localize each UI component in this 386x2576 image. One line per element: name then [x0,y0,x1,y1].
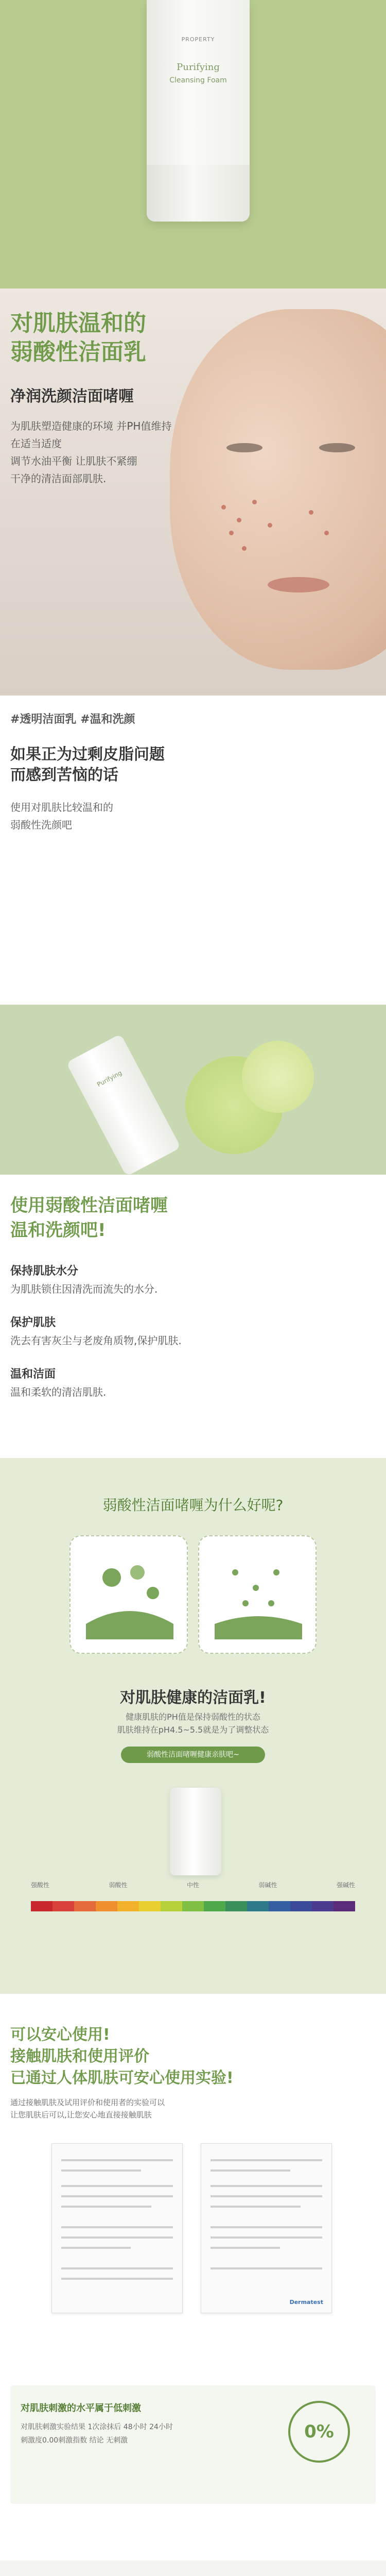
test-headline-1: 可以安心使用! [10,2026,110,2044]
ph-label: 弱酸性 [109,1882,128,1889]
acne-spot [268,523,272,528]
tube-cap [147,165,250,222]
product-tube-image: Purifying [66,1033,181,1175]
acne-spot [221,505,226,510]
face-body-3: 干净的清洁面部肌肤. [10,472,107,485]
eye-shape [319,443,355,452]
acne-spot [309,510,313,515]
weak-body-2: 肌肤维持在pH4.5~5.5就是为了调整状态 [117,1725,269,1735]
ph-color-segment [334,1901,355,1911]
benefit-item-title: 保持肌肤水分 [10,1265,79,1278]
test-note-2: 刺激度0.00刺激指数 结论 无刺激 [21,2436,128,2445]
ph-color-segment [204,1901,225,1911]
test-section [0,1994,386,2561]
illustration-card [69,1535,188,1654]
zero-badge: 0% [288,2401,350,2463]
ph-color-segment [312,1901,334,1911]
product-tube-image [170,1788,221,1875]
ph-label: 强碱性 [336,1882,355,1889]
test-headline-2: 接触肌肤和使用评价 [10,2047,149,2065]
benefit-headline-1: 使用弱酸性洁面啫喱 [10,1195,168,1216]
benefit-headline-2: 温和洗颜吧! [10,1220,106,1241]
acne-spot [324,531,329,535]
test-headline-3: 已通过人体肌肤可安心使用实验! [10,2069,234,2087]
ph-color-segment [31,1901,52,1911]
test-note-1: 对肌肤刺激实验结果 1次涂抹后 48小时 24小时 [21,2423,173,2431]
benefit-item-body: 温和柔软的清洁肌肤. [10,1386,107,1398]
ph-color-segment [96,1901,117,1911]
weak-pill: 弱酸性洁面啫喱健康亲肤吧~ [121,1747,265,1763]
weak-acid-section [0,1458,386,1994]
tags-body-1: 使用对肌肤比较温和的 [10,801,113,814]
product-tube-image [147,0,250,222]
face-body-2: 调节水油平衡 让肌肤不紧绷 [10,455,137,467]
ph-color-segment [117,1901,139,1911]
hashtag-text: #透明洁面乳 #温和洗颜 [10,713,135,726]
texture-section [0,2561,386,2576]
ph-color-segment [290,1901,312,1911]
ph-color-segment [139,1901,161,1911]
eye-shape [226,443,262,452]
tags-body-2: 弱酸性洗颜吧 [10,819,72,831]
face-section [0,289,386,696]
lip-shape [268,577,329,592]
headline-2: 弱酸性洁面乳 [10,339,146,365]
stamp-logo: Dermatest [289,2299,323,2306]
tags-section [0,696,386,1005]
product-brand: PROPERTY [181,36,215,43]
benefits-section [0,1175,386,1458]
benefit-item-title: 温和洁面 [10,1368,56,1381]
ph-color-segment [74,1901,96,1911]
illustration-card [198,1535,317,1654]
weak-question: 弱酸性洁面啫喱为什么好呢? [102,1497,284,1514]
ph-color-segment [269,1901,290,1911]
test-body-2: 让您肌肤后可以,让您安心地直接接触肌肤 [10,2110,152,2120]
test-body-1: 通过接触肌肤及试用评价和使用者的实验可以 [10,2098,165,2107]
product-name: Purifying [177,62,220,73]
ph-color-segment [247,1901,269,1911]
product-photo-section [0,1005,386,1175]
acne-spot [229,531,234,535]
face-body-1: 为肌肤塑造健康的环境 并PH值维持在适当适度 [10,420,172,450]
test-note-title: 对肌肤刺激的水平属于低刺激 [21,2403,141,2414]
test-report-document [51,2143,183,2313]
ph-color-segment [182,1901,204,1911]
ph-scale-bar [31,1901,355,1911]
test-report-document [201,2143,332,2313]
ph-label: 弱碱性 [258,1882,277,1889]
ph-color-segment [52,1901,74,1911]
product-sub: Cleansing Foam [169,76,227,84]
ph-label: 强酸性 [31,1882,50,1889]
ph-color-segment [161,1901,182,1911]
benefit-item-body: 洗去有害灰尘与老废角质物,保护肌肤. [10,1334,182,1347]
acne-spot [237,518,241,522]
tags-title-2: 而感到苦恼的话 [10,766,118,784]
ph-labels [31,1880,355,1889]
benefit-item-body: 为肌肤锁住因清洗而流失的水分. [10,1283,158,1295]
headline-1: 对肌肤温和的 [10,310,146,336]
face-title: 净润洗颜洁面啫喱 [10,387,134,405]
benefit-item-title: 保护肌肤 [10,1316,56,1329]
weak-title: 对肌肤健康的洁面乳! [120,1689,266,1707]
weak-body-1: 健康肌肤的PH值是保持弱酸性的状态 [126,1712,260,1722]
cotton-pad-image [242,1041,314,1113]
ph-label: 中性 [186,1882,199,1889]
acne-spot [252,500,257,504]
tags-title-1: 如果正为过剩皮脂问题 [10,745,165,764]
ph-color-segment [225,1901,247,1911]
acne-spot [242,546,247,551]
hero-section [0,0,386,289]
